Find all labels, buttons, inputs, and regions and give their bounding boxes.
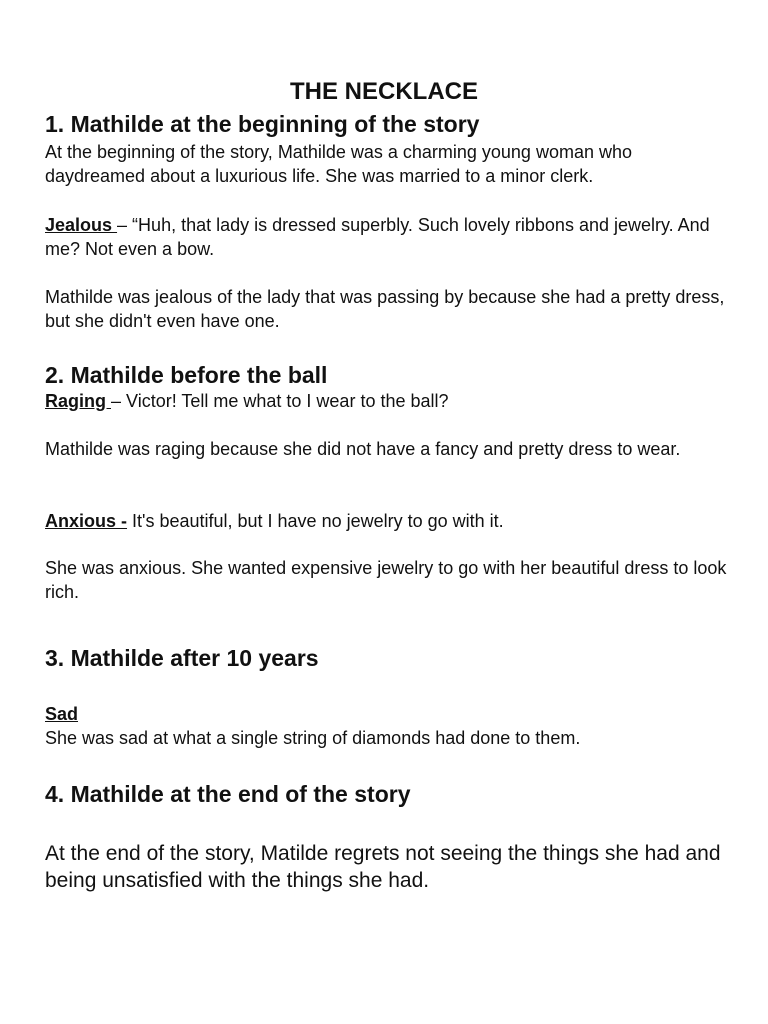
section-1-heading: 1. Mathilde at the beginning of the story xyxy=(45,111,480,137)
term-anxious: Anxious - xyxy=(45,511,128,531)
term-jealous: Jealous xyxy=(45,215,118,235)
section-2-raging-explanation: Mathilde was raging because she did not have a fancy and pretty dress to wear. xyxy=(45,439,681,459)
section-1-explanation: Mathilde was jealous of the lady that was passing by because she had a pretty dress, but she didn't even have one. xyxy=(45,287,725,331)
term-raging: Raging xyxy=(45,391,111,411)
document-title: THE NECKLACE xyxy=(289,78,478,105)
section-2-anxious-explanation: She was anxious. She wanted expensive jewelry to go with her beautiful dress to look rich. xyxy=(45,558,727,602)
section-2-anxious-paragraph xyxy=(45,509,735,533)
anxious-quote: It's beautiful, but I have no jewelry to go with it. xyxy=(127,511,504,531)
raging-quote: – Victor! Tell me what to I wear to the ball? xyxy=(111,391,449,411)
section-4-explanation: At the end of the story, Matilde regrets not seeing the things she had and being unsatisfied with the things she had. xyxy=(45,842,721,892)
section-3-sad-term-line xyxy=(45,702,735,726)
section-3-heading: 3. Mathilde after 10 years xyxy=(45,645,319,671)
section-2-raging-paragraph xyxy=(45,389,735,413)
section-1-jealous-paragraph xyxy=(45,213,735,261)
section-4-heading: 4. Mathilde at the end of the story xyxy=(45,781,411,807)
section-2-heading: 2. Mathilde before the ball xyxy=(45,362,328,388)
section-1-intro: At the beginning of the story, Mathilde was a charming young woman who daydreamed about a luxurious life. She was married to a minor clerk. xyxy=(45,142,632,186)
term-sad: Sad xyxy=(45,704,79,724)
jealous-quote: – “Huh, that lady is dressed superbly. Such lovely ribbons and jewelry. And me? Not even a bow. xyxy=(45,215,710,259)
section-3-explanation: She was sad at what a single string of diamonds had done to them. xyxy=(45,728,581,748)
